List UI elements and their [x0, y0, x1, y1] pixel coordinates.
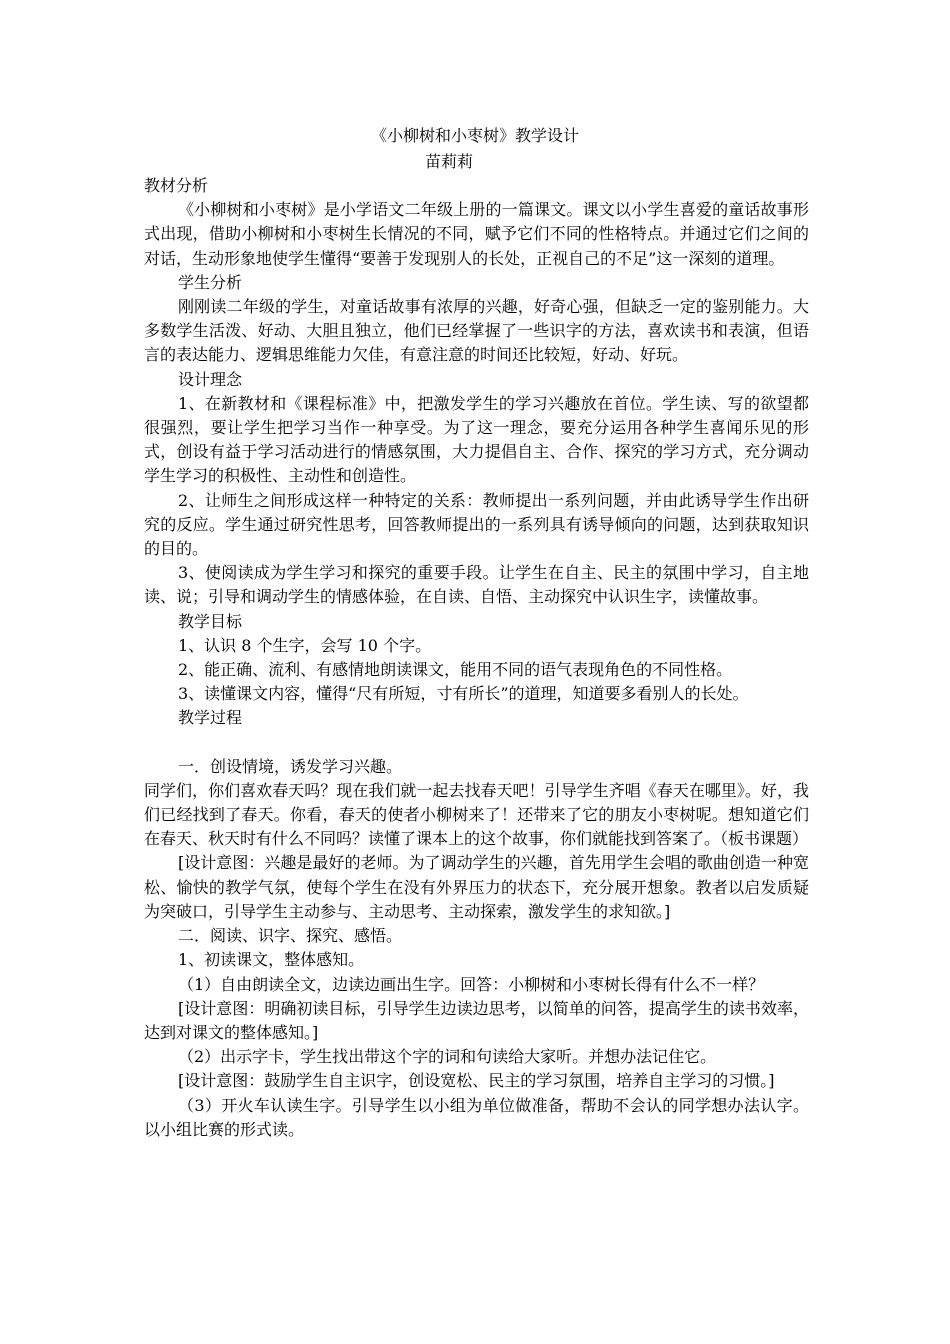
paragraph: 3、读懂课文内容，懂得“尺有所短，寸有所长”的道理，知道要多看别人的长处。: [178, 684, 749, 704]
paragraph: 学生分析: [178, 272, 243, 292]
paragraph: 设计理念: [178, 369, 243, 389]
paragraph: 2、能正确、流利、有感情地朗读课文，能用不同的语气表现角色的不同性格。: [178, 660, 733, 680]
paragraph: 教学过程: [178, 708, 243, 728]
author-name: 苗莉莉: [425, 152, 474, 171]
paragraph: 2、让师生之间形成这样一种特定的关系：教师提出一系列问题，并由此诱导学生作出研究的反应。学生通过研究性思考，回答教师提出的一系列具有诱导倾向的问题，达到获取知识的目的。: [144, 490, 809, 559]
paragraph: 刚刚读二年级的学生，对童话故事有浓厚的兴趣，好奇心强，但缺乏一定的鉴别能力。大多数学生活泼、好动、大胆且独立，他们已经掌握了一些识字的方法，喜欢读书和表演，但语言的表达能力、逻辑思维能力欠佳，有意注意的时间还比较短，好动、好玩。: [144, 297, 809, 365]
paragraph: [设计意图：兴趣是最好的老师。为了调动学生的兴趣，首先用学生会唱的歌曲创造一种宽松、愉快的教学气氛，使每个学生在没有外界压力的状态下，充分展开想象。教者以启发质疑为突破口，引导学生主动参与、主动思考、主动探索，激发学生的求知欲。]: [144, 853, 809, 921]
paragraph: [设计意图：鼓励学生自主识字，创设宽松、民主的学习氛围，培养自主学习的习惯。]: [178, 1071, 775, 1091]
paragraph: 1、在新教材和《课程标准》中，把激发学生的学习兴趣放在首位。学生读、写的欲望都很强烈，要让学生把学习当作一种享受。为了这一理念，要充分运用各种学生喜闻乐见的形式，创设有益于学习活动进行的情感氛围，大力提倡自主、合作、探究的学习方式，充分调动学生学习的积极性、主动性和创造性。: [144, 393, 809, 486]
paragraph: 教学目标: [178, 611, 243, 631]
paragraph: 一．创设情境，诱发学习兴趣。: [178, 756, 403, 776]
paragraph: 3、使阅读成为学生学习和探究的重要手段。让学生在自主、民主的氛围中学习，自主地读、说；引导和调动学生的情感体验，在自读、自悟、主动探究中认识生字，读懂故事。: [144, 563, 809, 607]
paragraph: [设计意图：明确初读目标，引导学生边读边思考，以简单的问答，提高学生的读书效率，达到对课文的整体感知。]: [144, 998, 809, 1042]
document-title: 《小柳树和小枣树》教学设计: [370, 126, 579, 145]
paragraph: （3）开火车认读生字。引导学生以小组为单位做准备，帮助不会认的同学想办法认字。以小组比赛的形式读。: [144, 1095, 809, 1139]
document-body: [144, 174, 809, 1142]
paragraph: 《小柳树和小枣树》是小学语文二年级上册的一篇课文。课文以小学生喜爱的童话故事形式出现，借助小柳树和小枣树生长情况的不同，赋予它们不同的性格特点。并通过它们之间的对话，生动形象地使学生懂得“要善于发现别人的长处，正视自己的不足”这一深刻的道理。: [144, 200, 809, 268]
paragraph: 1、认识 8 个生字，会写 10 个字。: [178, 635, 432, 655]
paragraph: （1）自由朗读全文，边读边画出生字。回答：小柳树和小枣树长得有什么不一样？: [178, 974, 765, 994]
paragraph: （2）出示字卡，学生找出带这个字的词和句读给大家听。并想办法记住它。: [178, 1047, 717, 1067]
paragraph: 教材分析: [144, 176, 209, 195]
paragraph: 二．阅读、识字、探究、感悟。: [178, 926, 403, 946]
blank-line: [144, 731, 809, 755]
paragraph: 同学们，你们喜欢春天吗？现在我们就一起去找春天吧！引导学生齐唱《春天在哪里》。好，我们已经找到了春天。你看，春天的使者小柳树来了！还带来了它的朋友小枣树呢。想知道它们在春天、秋天时有什么不同吗？读懂了课本上的这个故事，你们就能找到答案了。（板书课题）: [144, 780, 809, 849]
paragraph: 1、初读课文，整体感知。: [178, 950, 365, 970]
